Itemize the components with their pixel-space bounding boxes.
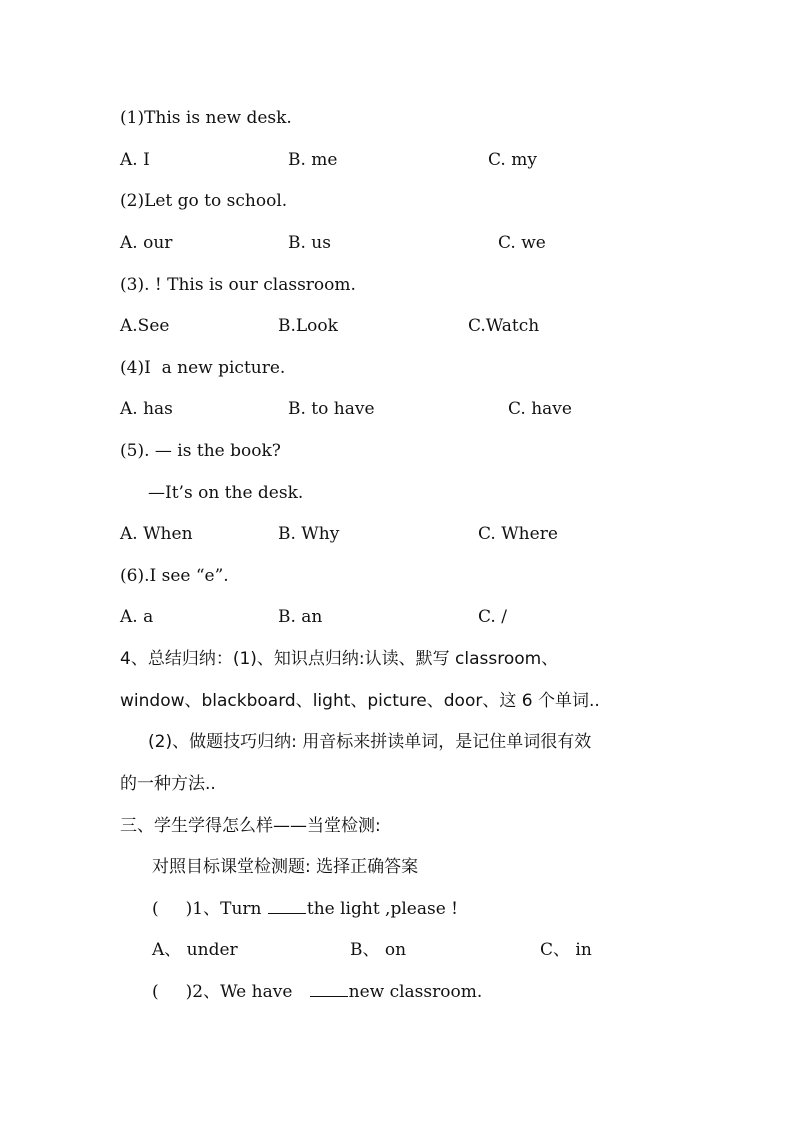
- question-6-stem: (6).I see “e”.: [120, 566, 229, 586]
- summary-line-4: 的一种方法..: [120, 774, 216, 794]
- question-5-option-c: C. Where: [478, 524, 558, 544]
- check-question-1-prefix: ( )1、Turn: [152, 899, 267, 919]
- question-6-option-b: B. an: [278, 607, 323, 627]
- question-5-stem: (5). — is the book?: [120, 441, 281, 461]
- question-2-option-c: C. we: [498, 233, 546, 253]
- check-question-1: [152, 897, 458, 921]
- check-question-2: [152, 980, 482, 1004]
- question-1-stem: (1)This is new desk.: [120, 108, 292, 128]
- question-4-option-c: C. have: [508, 399, 572, 419]
- question-3-stem: (3). ! This is our classroom.: [120, 275, 356, 295]
- question-6-option-a: A. a: [120, 607, 154, 627]
- section-3-intro: 对照目标课堂检测题: 选择正确答案: [152, 857, 419, 877]
- question-5-option-b: B. Why: [278, 524, 340, 544]
- check-question-1-option-b: B、 on: [350, 940, 407, 960]
- check-question-1-option-a: A、 under: [152, 940, 238, 960]
- answer-blank: [268, 898, 306, 914]
- answer-blank: [310, 981, 348, 997]
- question-4-option-a: A. has: [120, 399, 173, 419]
- question-5-option-a: A. When: [120, 524, 193, 544]
- question-1-option-a: A. I: [120, 150, 150, 170]
- question-2-option-b: B. us: [288, 233, 331, 253]
- check-question-2-suffix: new classroom.: [348, 982, 483, 1002]
- question-3-option-c: C.Watch: [468, 316, 540, 336]
- question-3-option-b: B.Look: [278, 316, 338, 336]
- summary-line-1: 4、总结归纳：(1)、知识点归纳:认读、默写 classroom、: [120, 649, 559, 669]
- section-3-heading: 三、学生学得怎么样——当堂检测:: [120, 816, 381, 836]
- question-5-stem-response: —It’s on the desk.: [148, 483, 304, 503]
- summary-line-2: window、blackboard、light、picture、door、这 6 个单词..: [120, 691, 600, 711]
- check-question-2-prefix: ( )2、We have: [152, 982, 309, 1002]
- question-3-option-a: A.See: [120, 316, 170, 336]
- question-1-option-c: C. my: [488, 150, 537, 170]
- question-4-option-b: B. to have: [288, 399, 375, 419]
- question-4-stem: (4)I a new picture.: [120, 358, 286, 378]
- check-question-1-suffix: the light ,please !: [306, 899, 458, 919]
- summary-line-3: (2)、做题技巧归纳: 用音标来拼读单词，是记住单词很有效: [148, 732, 592, 752]
- question-2-option-a: A. our: [120, 233, 173, 253]
- question-2-stem: (2)Let go to school.: [120, 191, 288, 211]
- question-1-option-b: B. me: [288, 150, 338, 170]
- check-question-1-option-c: C、 in: [540, 940, 592, 960]
- question-6-option-c: C. /: [478, 607, 507, 627]
